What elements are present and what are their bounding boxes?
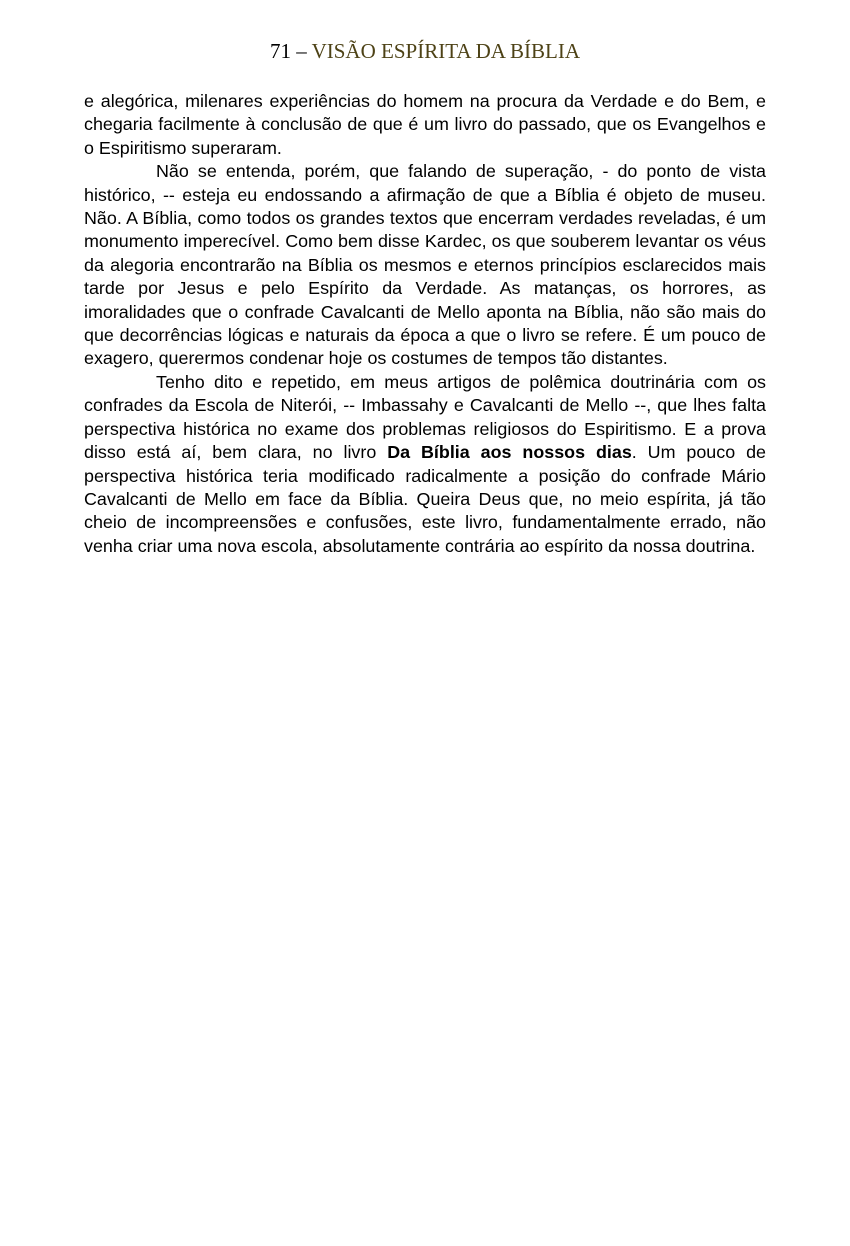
paragraph-3-text-after: . Um pouco de perspectiva histórica teria modificado radicalmente a posição do confrade Mário Cavalcanti de Mello em face da Bíblia. Queira Deus que, no meio espírita, já tão cheio de incompreensões e confusões, este livro, fundamentalmente errado, não venha criar uma nova escola, absolutamente contrária ao espírito da nossa doutrina. [84,442,766,556]
paragraph-1: e alegórica, milenares experiências do homem na procura da Verdade e do Bem, e chegaria facilmente à conclusão de que é um livro do passado, que os Evangelhos e o Espiritismo superaram. [84,91,766,158]
paragraph-2: Não se entenda, porém, que falando de superação, - do ponto de vista histórico, -- esteja eu endossando a afirmação de que a Bíblia é objeto de museu. Não. A Bíblia, como todos os grandes textos que encerram verdades reveladas, é um monumento imperecível. Como bem disse Kardec, os que souberem levantar os véus da alegoria encontrarão na Bíblia os mesmos e eternos princípios esclarecidos mais tarde por Jesus e pelo Espírito da Verdade. As matanças, os horrores, as imoralidades que o confrade Cavalcanti de Mello aponta na Bíblia, não são mais do que decorrências lógicas e naturais da época a que o livro se refere. É um pouco de exagero, querermos condenar hoje os costumes de tempos tão distantes. [84,161,766,369]
header-separator: – [290,39,312,63]
page-number: 71 [269,39,291,63]
book-title: Da Bíblia aos nossos dias [387,442,632,463]
paragraph-3-text-before: Tenho dito e repetido, em meus artigos de polêmica doutrinária com os confrades da Escola de Niterói, -- Imbassahy e Cavalcanti de Mello --, que lhes falta perspectiva histórica no exame dos problemas religiosos do Espiritismo. E a prova disso está aí, bem clara, no livro [84,371,766,463]
paragraph-3 [84,371,766,558]
page-title: VISÃO ESPÍRITA DA BÍBLIA [311,39,581,63]
page-header [0,38,850,64]
body-text [84,90,766,558]
